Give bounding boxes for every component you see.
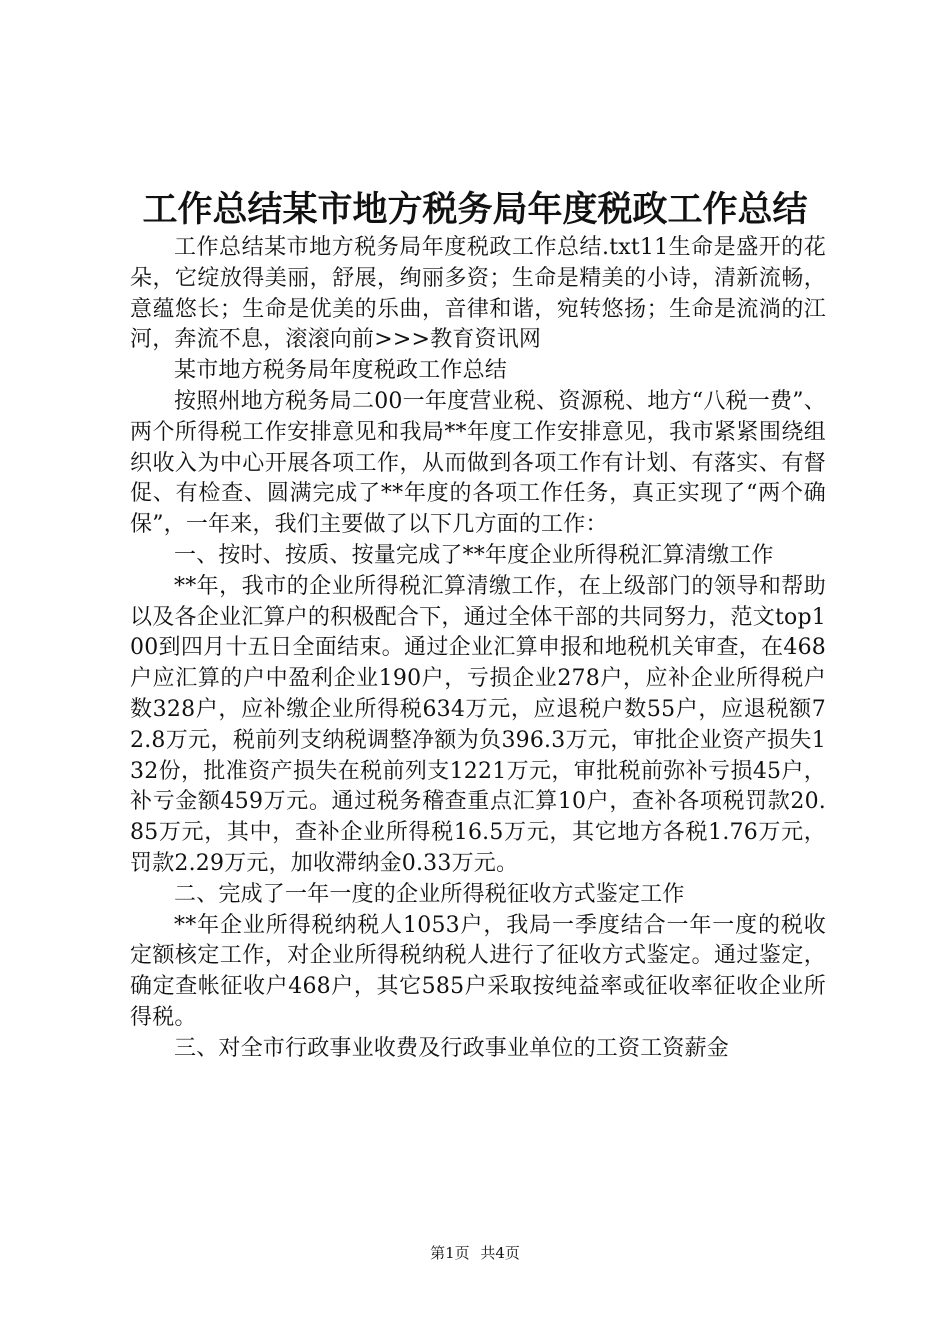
document-title: 工作总结某市地方税务局年度税政工作总结: [142, 190, 808, 230]
paragraph-overview: 按照州地方税务局二00一年度营业税、资源税、地方“八税一费”、两个所得税工作安排意见和我局**年度工作安排意见，我市紧紧围绕组织收入为中心开展各项工作，从而做到各项工作有计划、有落实、有督促、有检查、圆满完成了**年度的各项工作任务，真正实现了“两个确保”，一年来，我们主要做了以下几方面的工作：: [130, 388, 826, 538]
paragraph-intro: 工作总结某市地方税务局年度税政工作总结.txt11生命是盛开的花朵，它绽放得美丽，舒展，绚丽多资；生命是精美的小诗，清新流畅，意蕴悠长；生命是优美的乐曲，音律和谐，宛转悠扬；生命是流淌的江河，奔流不息，滚滚向前>>>教育资讯网: [130, 235, 826, 353]
section-heading-3: 三、对全市行政事业收费及行政事业单位的工资工资薪金: [174, 1035, 730, 1061]
section-heading-1: 一、按时、按质、按量完成了**年度企业所得税汇算清缴工作: [174, 542, 774, 568]
page-total: 共4页: [480, 1244, 520, 1262]
paragraph-subtitle: 某市地方税务局年度税政工作总结: [174, 358, 508, 384]
section-heading-2: 二、完成了一年一度的企业所得税征收方式鉴定工作: [174, 881, 685, 907]
paragraph-section-1: **年，我市的企业所得税汇算清缴工作，在上级部门的领导和帮助以及各企业汇算户的积极配合下，通过全体干部的共同努力，范文top100到四月十五日全面结束。通过企业汇算申报和地税机关审查，在468户应汇算的户中盈利企业190户，亏损企业278户，应补企业所得税户数328户，应补缴企业所得税634万元，应退税户数55户，应退税额72.8万元，税前列支纳税调整净额为负396.3万元，审批企业资产损失132份，批准资产损失在税前列支1221万元，审批税前弥补亏损45户，补亏金额459万元。通过税务稽查重点汇算10户，查补各项税罚款20.85万元，其中，查补企业所得税16.5万元，其它地方各税1.76万元，罚款2.29万元，加收滞纳金0.33万元。: [130, 573, 826, 876]
paragraph-section-2: **年企业所得税纳税人1053户，我局一季度结合一年一度的税收定额核定工作，对企业所得税纳税人进行了征收方式鉴定。通过鉴定，确定查帐征收户468户，其它585户采取按纯益率或征收率征收企业所得税。: [130, 912, 826, 1030]
page-footer: [0, 1243, 950, 1263]
document-body: [130, 233, 826, 1065]
page-number: 第1页: [430, 1244, 470, 1262]
